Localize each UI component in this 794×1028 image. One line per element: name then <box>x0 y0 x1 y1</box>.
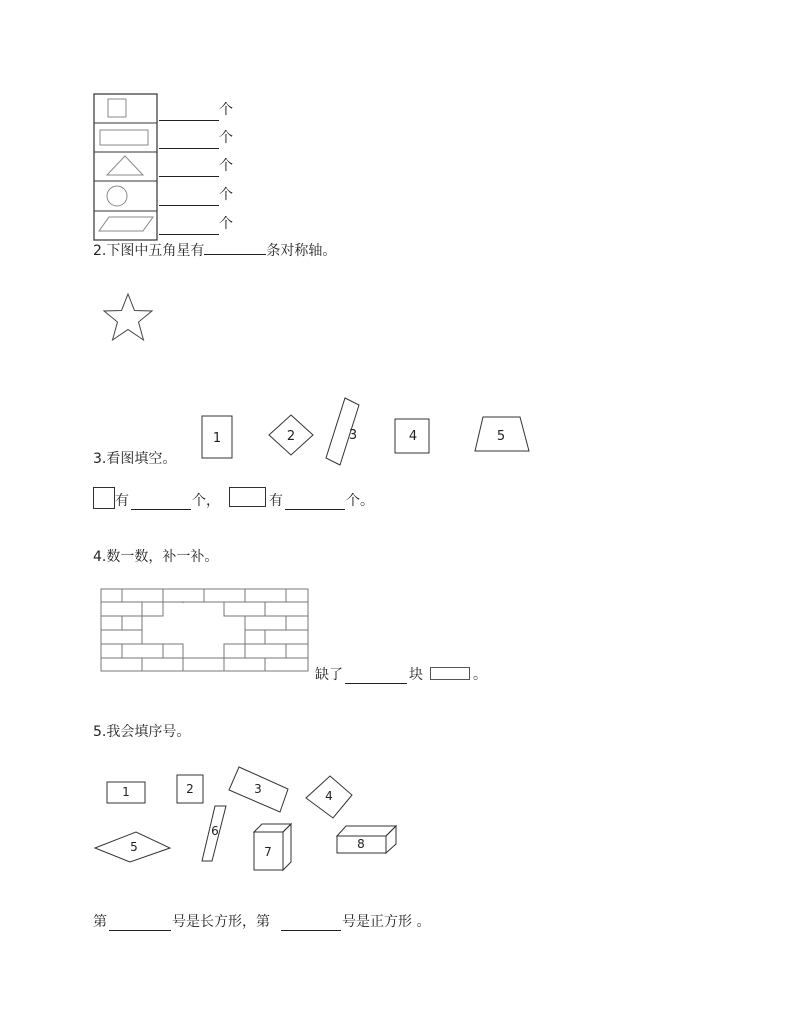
q4-que-le: 缺了 <box>315 667 343 683</box>
shape-3 <box>326 398 359 465</box>
circle-icon <box>107 186 127 206</box>
q5-is-square: 号是正方形 。 <box>342 914 431 930</box>
svg-text:8: 8 <box>357 837 365 851</box>
unit-label: 个 <box>219 130 233 146</box>
shape-5 <box>475 417 529 451</box>
unit-label: 个 <box>219 187 233 203</box>
q4-answer-row <box>315 665 495 685</box>
q3-ge-2: 个。 <box>346 493 374 509</box>
svg-text:1: 1 <box>122 785 130 799</box>
svg-text:5: 5 <box>130 840 138 854</box>
q3-label: 3.看图填空。 <box>93 451 177 467</box>
q5-answer-blank-2[interactable] <box>281 918 341 931</box>
q4-label: 4.数一数，补一补。 <box>93 549 219 565</box>
small-rectangle-icon <box>229 487 266 507</box>
missing-gap <box>142 603 245 657</box>
answer-blank[interactable] <box>159 164 219 177</box>
triangle-icon <box>107 156 143 175</box>
answer-blank[interactable] <box>159 136 219 149</box>
svg-text:2: 2 <box>286 429 296 444</box>
square-icon <box>108 99 126 117</box>
q3-you-1: 有 <box>115 493 129 509</box>
brick-wall <box>100 588 310 672</box>
svg-text:6: 6 <box>211 824 219 838</box>
q3-answer-blank-2[interactable] <box>285 497 345 510</box>
q4-end: 。 <box>473 667 487 683</box>
unit-label: 个 <box>219 158 233 174</box>
svg-text:3: 3 <box>254 782 262 796</box>
answer-blank[interactable] <box>159 193 219 206</box>
q3-you-2: 有 <box>269 493 283 509</box>
q1-table-svg <box>93 93 159 241</box>
q4-answer-blank[interactable] <box>345 671 407 684</box>
q4-kuai: 块 <box>409 667 423 683</box>
shape-1 <box>202 416 232 458</box>
unit-label: 个 <box>219 216 233 232</box>
q5-answer-blank-1[interactable] <box>109 918 171 931</box>
q3-shapes <box>195 395 540 470</box>
answer-blank[interactable] <box>159 222 219 235</box>
q1-shape-table <box>93 93 159 241</box>
q5-shapes <box>90 762 410 872</box>
q2-question <box>93 242 336 259</box>
small-square-icon <box>93 487 115 509</box>
q5-answer-row <box>93 912 453 932</box>
q2-suffix: 条对称轴。 <box>266 243 337 259</box>
svg-text:4: 4 <box>325 789 333 803</box>
star-icon <box>100 290 158 348</box>
q2-answer-blank[interactable] <box>204 242 266 255</box>
q2-prefix: 2.下图中五角星有 <box>93 243 205 259</box>
svg-text:7: 7 <box>264 845 272 859</box>
shape-4 <box>395 419 429 453</box>
q3-answer-row <box>93 487 413 511</box>
unit-label: 个 <box>219 102 233 118</box>
answer-blank[interactable] <box>159 108 219 121</box>
q5-is-rect: 号是长方形，第 <box>172 914 270 930</box>
shape-2 <box>269 415 313 455</box>
brick-icon <box>430 667 470 680</box>
q3-answer-blank-1[interactable] <box>131 497 191 510</box>
svg-text:2: 2 <box>186 782 194 796</box>
svg-text:3: 3 <box>348 428 358 443</box>
q5-label: 5.我会填序号。 <box>93 724 191 740</box>
svg-text:5: 5 <box>496 429 506 444</box>
svg-text:1: 1 <box>212 431 222 446</box>
svg-text:4: 4 <box>408 429 418 444</box>
rectangle-icon <box>100 130 148 145</box>
q3-ge-1: 个， <box>192 493 220 509</box>
parallelogram-icon <box>99 217 153 231</box>
q5-di: 第 <box>93 914 107 930</box>
